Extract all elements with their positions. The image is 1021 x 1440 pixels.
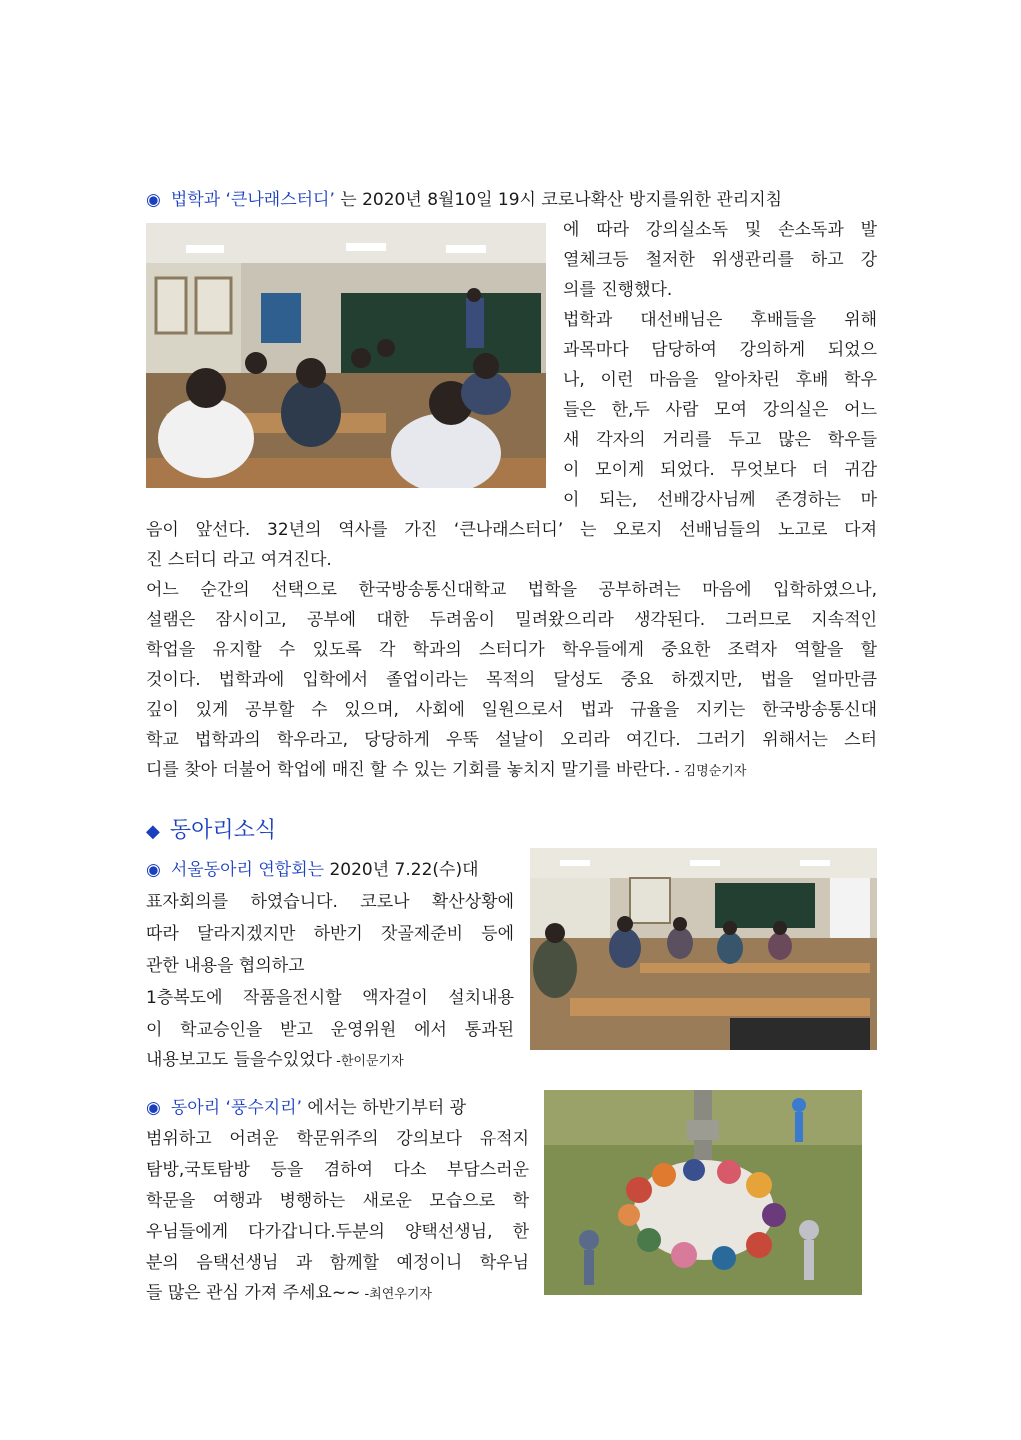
diamond-icon: ◆ <box>146 821 160 842</box>
article3-first-line <box>146 1093 466 1118</box>
article2-line-6: 이 학교승인을 받고 운영위원 에서 통과된 <box>146 1020 514 1040</box>
full-line-7: 깊이 있게 공부할 수 있으며, 사회에 일원으로서 법과 규율을 지키는 한국방송통신대 <box>146 700 877 720</box>
article-law-study <box>146 185 877 795</box>
full-line-8: 학교 법학과의 학우라고, 당당하게 우뚝 설날이 오리라 여긴다. 그러기 위해서는 스터 <box>146 730 877 750</box>
article1-first-line <box>146 185 877 210</box>
article3-line-2: 범위하고 어려운 학문위주의 강의보다 유적지 <box>146 1129 529 1149</box>
article2-line-5: 1층복도에 작품을전시할 액자걸이 설치내용 <box>146 988 514 1008</box>
full-line-last <box>146 755 746 780</box>
last-line-text: 들 많은 관심 가져 주세요~~ <box>146 1283 361 1303</box>
bullet-icon: ◉ <box>146 860 161 880</box>
full-line-5: 학업을 유지할 수 있도록 각 학과의 스터디가 학우들에게 중요한 조력자 역할을 할 <box>146 640 877 660</box>
article3-line-6: 분의 음택선생님 과 함께할 예정이니 학우님 <box>146 1253 529 1273</box>
outdoor-group-photo <box>544 1090 862 1295</box>
club-name: 동아리 ‘풍수지리’ <box>170 1098 303 1118</box>
article3-line-4: 학문을 여행과 병행하는 새로운 모습으로 학 <box>146 1191 529 1211</box>
full-line-2: 진 스터디 라고 여겨진다. <box>146 550 332 570</box>
first-line-text: 2020년 7.22(수)대 <box>324 860 479 880</box>
side-line-10: 이 되는, 선배강사님께 존경하는 마 <box>563 490 877 510</box>
article-fengshui-club <box>146 1093 877 1303</box>
article2-first-line <box>146 855 479 880</box>
side-line-5: 과목마다 담당하여 강의하게 되었으 <box>563 340 877 360</box>
last-line-text: 디를 찾아 더불어 학업에 매진 할 수 있는 기회를 놓치지 말기를 바란다. <box>146 760 671 780</box>
article2-line-last <box>146 1045 404 1070</box>
article-seoul-club-union <box>146 855 877 1070</box>
side-line-4: 법학과 대선배님은 후배들을 위해 <box>563 310 877 330</box>
full-line-1: 음이 앞선다. 32년의 역사를 가진 ‘큰나래스터디’ 는 오로지 선배님들의 노고로 다져 <box>146 520 877 540</box>
article3-line-5: 우님들에게 다가갑니다.두분의 양택선생님, 한 <box>146 1222 529 1242</box>
bullet-icon: ◉ <box>146 190 161 210</box>
side-line-3: 의를 진행했다. <box>563 280 673 300</box>
full-line-4: 설램은 잠시이고, 공부에 대한 두려움이 밀려왔으리라 생각된다. 그러므로 지속적인 <box>146 610 877 630</box>
dept-name: 법학과 <box>170 190 221 210</box>
side-line-6: 나, 이런 마음을 알아차린 후배 학우 <box>563 370 877 390</box>
first-line-text: 에서는 하반기부터 광 <box>302 1098 467 1118</box>
section-heading <box>146 813 276 844</box>
first-line-text: 는 2020년 8월10일 19시 코로나확산 방지를위한 관리지침 <box>334 190 783 210</box>
section-title: 동아리소식 <box>169 818 277 843</box>
author-byline: -한이문기자 <box>332 1054 404 1069</box>
last-line-text: 내용보고도 들을수있었다 <box>146 1050 333 1070</box>
full-line-6: 것이다. 법학과에 입학에서 졸업이라는 목적의 달성도 중요 하겠지만, 법을 얼마만큼 <box>146 670 877 690</box>
article2-line-3: 따라 달라지겠지만 하반기 잣골제준비 등에 <box>146 924 514 944</box>
full-line-3: 어느 순간의 선택으로 한국방송통신대학교 법학을 공부하려는 마음에 입학하였으나, <box>146 580 877 600</box>
classroom-photo <box>146 223 546 488</box>
article2-line-4: 관한 내용을 협의하고 <box>146 956 305 976</box>
article2-line-2: 표자회의를 하였습니다. 코로나 확산상황에 <box>146 892 514 912</box>
article3-line-last <box>146 1278 432 1303</box>
author-byline: - 김명순기자 <box>670 764 747 779</box>
article3-line-3: 탐방,국토탐방 등을 겸하여 다소 부담스러운 <box>146 1160 529 1180</box>
meeting-photo <box>530 848 877 1050</box>
side-line-9: 이 모이게 되었다. 무엇보다 더 귀감 <box>563 460 877 480</box>
side-line-1: 에 따라 강의실소독 및 손소독과 발 <box>563 220 877 240</box>
author-byline: -최연우기자 <box>360 1287 432 1302</box>
club-name: ‘큰나래스터디’ <box>225 190 335 210</box>
club-name: 서울동아리 연합회는 <box>170 860 325 880</box>
side-line-8: 새 각자의 거리를 두고 많은 학우들 <box>563 430 877 450</box>
side-line-2: 열체크등 철저한 위생관리를 하고 강 <box>563 250 877 270</box>
bullet-icon: ◉ <box>146 1098 161 1118</box>
side-line-7: 들은 한,두 사람 모여 강의실은 어느 <box>563 400 877 420</box>
